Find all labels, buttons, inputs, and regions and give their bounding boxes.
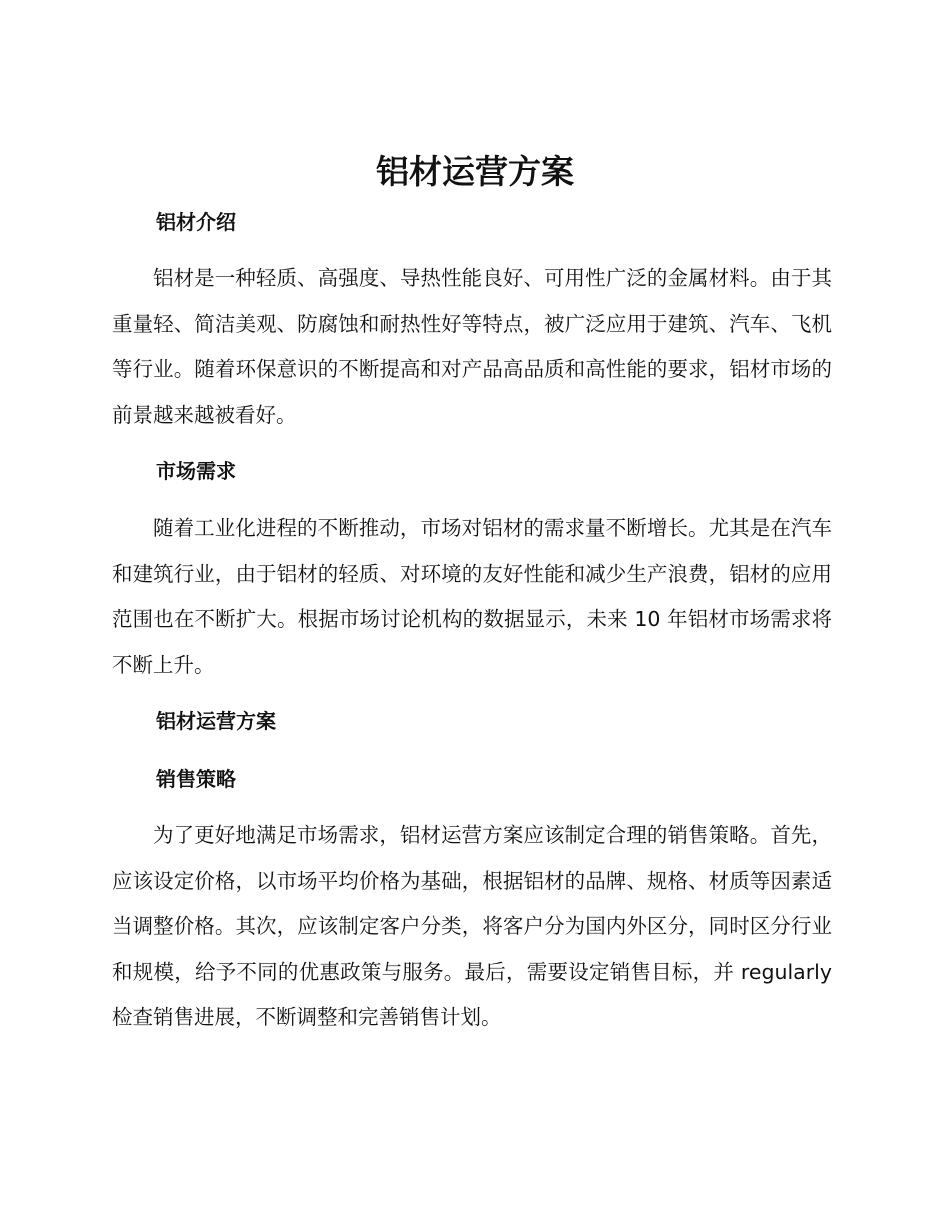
paragraph-sales-strategy: 为了更好地满足市场需求，铝材运营方案应该制定合理的销售策略。首先，应该设定价格，以市场平均价格为基础，根据铝材的品牌、规格、材质等因素适当调整价格。其次，应该制定客户分类，将客户分为国内外区分，同时区分行业和规模，给予不同的优惠政策与服务。最后，需要设定销售目标，并 regularly 检查销售进展，不断调整和完善销售计划。 <box>112 823 832 1029</box>
paragraph-market-demand: 随着工业化进程的不断推动，市场对铝材的需求量不断增长。尤其是在汽车和建筑行业，由于铝材的轻质、对环境的友好性能和减少生产浪费，铝材的应用范围也在不断扩大。根据市场讨论机构的数据显示，未来 10 年铝材市场需求将不断上升。 <box>112 516 832 677</box>
section-heading-aluminum-intro: 铝材介绍 <box>156 210 236 234</box>
section-heading-operation-plan: 铝材运营方案 <box>156 709 276 733</box>
page-title: 铝材运营方案 <box>376 152 574 191</box>
section-heading-market-demand: 市场需求 <box>156 459 236 483</box>
paragraph-aluminum-intro: 铝材是一种轻质、高强度、导热性能良好、可用性广泛的金属材料。由于其重量轻、简洁美观、防腐蚀和耐热性好等特点，被广泛应用于建筑、汽车、飞机等行业。随着环保意识的不断提高和对产品高品质和高性能的要求，铝材市场的前景越来越被看好。 <box>112 266 832 427</box>
section-heading-sales-strategy: 销售策略 <box>156 767 236 791</box>
